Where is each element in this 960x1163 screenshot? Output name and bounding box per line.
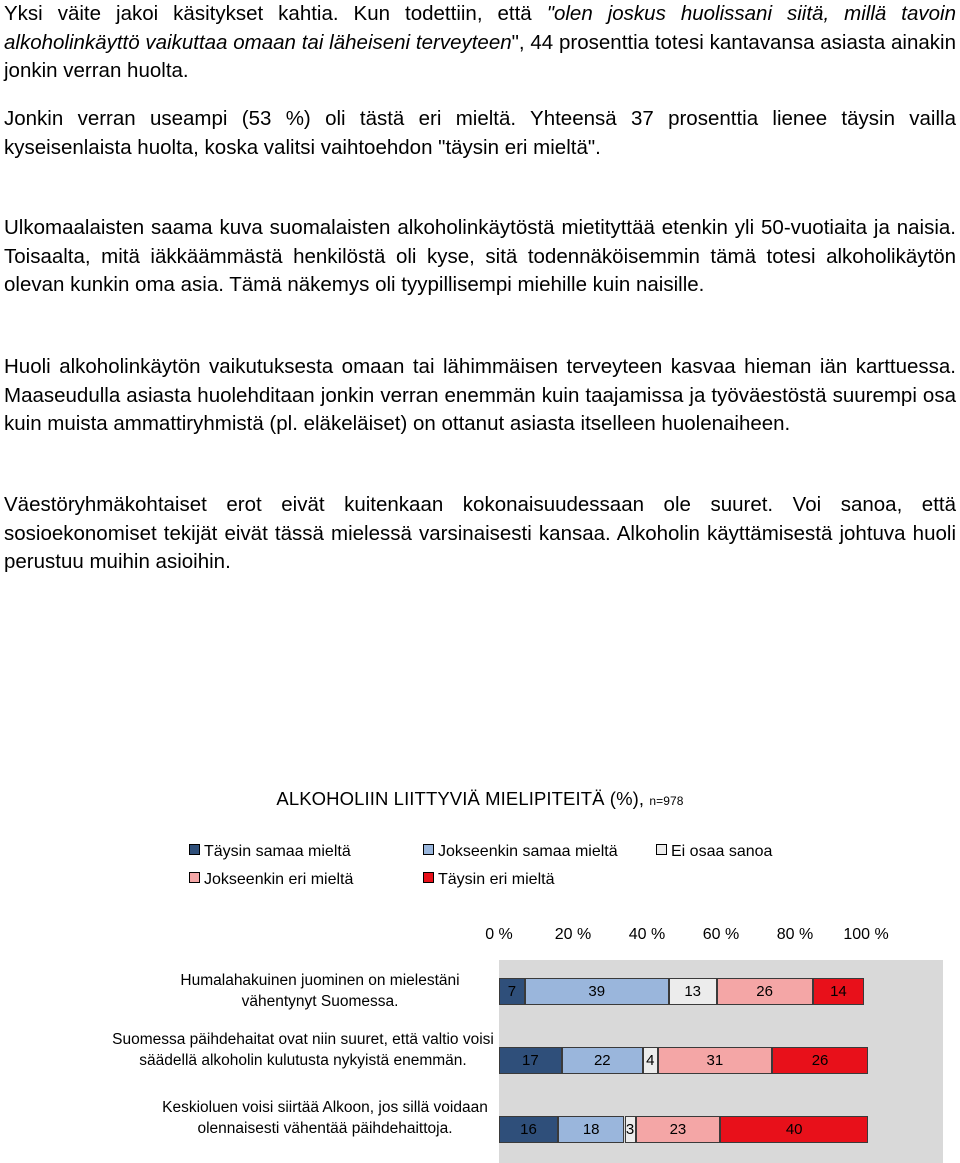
bar-segment-row1-series2: [525, 978, 669, 1005]
bar-segment-row2-series4: [658, 1047, 772, 1074]
bar-segment-row1-series1: [499, 978, 525, 1005]
bar-value-label: 26: [811, 1052, 829, 1069]
x-tick-40: 40 %: [628, 926, 666, 943]
legend-label-2: Jokseenkin samaa mieltä: [438, 843, 618, 860]
bar-value-label: 18: [582, 1121, 600, 1138]
legend-item-4: [189, 870, 353, 890]
paragraph-1-part-b: ", 44 prosenttia totesi kantavansa asiasta ainakin jonkin verran huolta.: [4, 30, 956, 82]
paragraph-1: [4, 0, 956, 86]
row-label-1: Humalahakuinen juominen on mielestäni vähentynyt Suomessa.: [180, 972, 460, 1010]
bar-segment-row1-series4: [717, 978, 813, 1005]
row-label-2: Suomessa päihdehaitat ovat niin suuret, että valtio voisi säädellä alkoholin kulutusta nykyistä enemmän.: [112, 1031, 494, 1069]
bar-segment-row2-series3: [643, 1047, 658, 1074]
paragraph-4: Huoli alkoholinkäytön vaikutuksesta omaan tai lähimmäisen terveyteen kasvaa hieman iän karttuessa. Maaseudulla asiasta huolehditaan jonkin verran enemmän kuin taajamissa ja työväestöstä suurempi osa kuin muista ammattiryhmistä (pl. eläkeläiset) on ottanut asiasta itselleen huolenaiheen.: [4, 355, 956, 435]
legend-label-3: Ei osaa sanoa: [671, 843, 773, 860]
bar-segment-row3-series2: [558, 1116, 624, 1143]
legend-label-5: Täysin eri mieltä: [438, 871, 555, 888]
paragraph-1-quote: "olen joskus huolissani siitä, millä tavoin alkoholinkäyttö vaikuttaa omaan tai läheiseni terveyteen: [4, 2, 956, 54]
bar-segment-row2-series5: [772, 1047, 868, 1074]
bar-segment-row1-series5: [813, 978, 865, 1005]
bar-value-label: 22: [593, 1052, 611, 1069]
bar-segment-row2-series1: [499, 1047, 562, 1074]
bar-value-label: 31: [706, 1052, 724, 1069]
bar-segment-row3-series4: [636, 1116, 721, 1143]
chart-sample-size: n=978: [649, 794, 684, 808]
bar-value-label: 26: [756, 983, 773, 1000]
bar-segment-row2-series2: [562, 1047, 643, 1074]
paragraph-2: Jonkin verran useampi (53 %) oli tästä eri mieltä. Yhteensä 37 prosenttia lienee täysin vailla kyseisenlaista huolta, koska valitsi vaihtoehdon "täysin eri mieltä".: [4, 107, 956, 159]
x-tick-80: 80 %: [776, 926, 814, 943]
bar-value-label: 17: [522, 1052, 539, 1069]
bar-value-label: 7: [507, 983, 517, 1000]
bar-value-label: 23: [669, 1121, 687, 1138]
paragraph-1-part-a: Yksi väite jakoi käsitykset kahtia. Kun todettiin, että: [4, 2, 547, 25]
paragraph-5: Väestöryhmäkohtaiset erot eivät kuitenkaan kokonaisuudessaan ole suuret. Voi sanoa, että sosioekonomiset tekijät eivät tässä mielessä varsinaisesti kansaa. Alkoholin käyttämisestä johtuva huoli perustuu muihin asioihin.: [4, 493, 956, 573]
legend-item-3: [656, 842, 772, 862]
bar-segment-row1-series3: [669, 978, 717, 1005]
row-label-3: Keskioluen voisi siirtää Alkoon, jos sillä voidaan olennaisesti vähentää päihdehaittoja.: [162, 1099, 488, 1137]
x-tick-60: 60 %: [702, 926, 740, 943]
bar-value-label: 40: [785, 1121, 803, 1138]
bar-value-label: 14: [830, 983, 847, 1000]
legend-item-5: [423, 870, 554, 890]
legend-swatch-2: [423, 844, 434, 855]
legend-item-2: [423, 842, 618, 862]
chart-title-text: ALKOHOLIIN LIITTYVIÄ MIELIPITEITÄ (%),: [276, 788, 645, 809]
legend-label-4: Jokseenkin eri mieltä: [204, 871, 354, 888]
chart-title: [0, 788, 960, 810]
legend-item-1: [189, 842, 351, 862]
paragraph-3: Ulkomaalaisten saama kuva suomalaisten alkoholinkäytöstä mietityttää etenkin yli 50-vuotiaita ja naisia. Toisaalta, mitä iäkkäämmästä henkilöstä oli kyse, sitä todennäköisemmin tämä totesi alkoholikäytön olevan kunkin oma asia. Tämä näkemys oli tyypillisempi miehille kuin naisille.: [4, 216, 956, 296]
bar-value-label: 3: [625, 1121, 635, 1138]
legend-swatch-1: [189, 844, 200, 855]
bar-value-label: 16: [520, 1121, 537, 1138]
legend-swatch-4: [189, 872, 200, 883]
bar-segment-row3-series5: [720, 1116, 868, 1143]
legend-swatch-5: [423, 872, 434, 883]
bar-segment-row3-series3: [625, 1116, 636, 1143]
bar-value-label: 13: [684, 983, 702, 1000]
x-tick-20: 20 %: [554, 926, 592, 943]
x-tick-100: 100 %: [843, 926, 889, 943]
bar-value-label: 39: [588, 983, 606, 1000]
bar-value-label: 4: [646, 1052, 655, 1069]
bar-segment-row3-series1: [499, 1116, 558, 1143]
legend-swatch-3: [656, 844, 667, 855]
legend-label-1: Täysin samaa mieltä: [204, 843, 351, 860]
x-tick-0: 0 %: [485, 926, 513, 943]
